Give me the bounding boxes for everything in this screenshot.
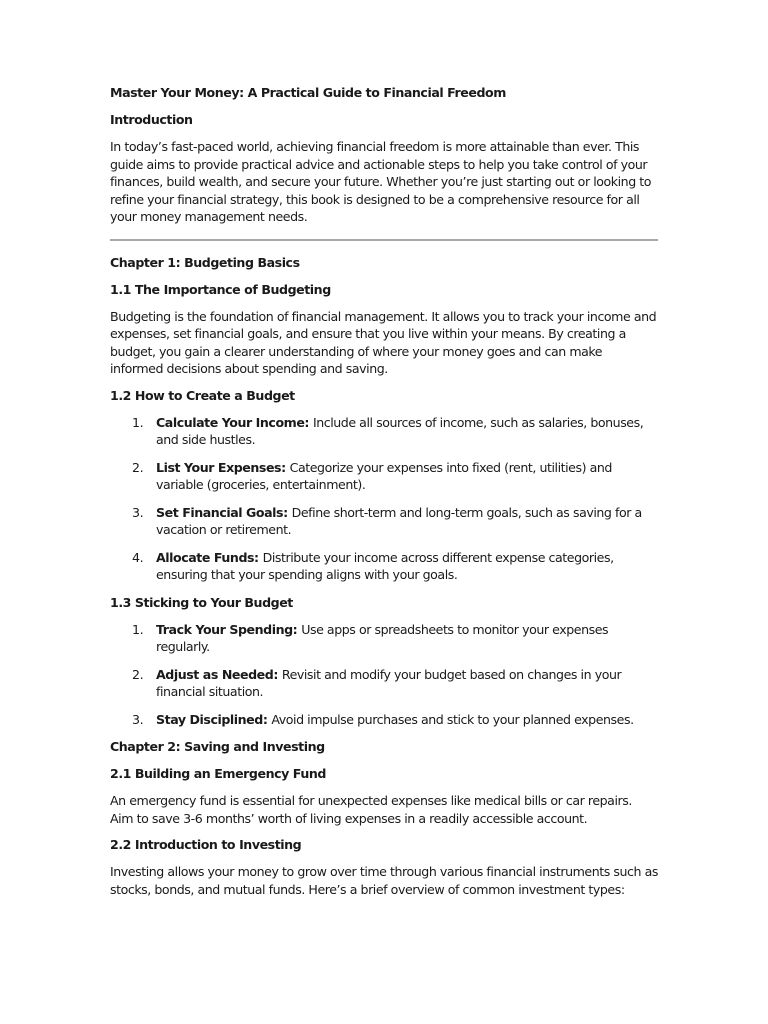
intro-heading: Introduction	[110, 112, 193, 127]
list-term: Calculate Your Income:	[156, 414, 313, 430]
document-title: Master Your Money: A Practical Guide to Financial Freedom	[110, 85, 506, 100]
list-text: Avoid impulse purchases and stick to your planned expenses.	[271, 711, 634, 727]
section-1-2-heading: 1.2 How to Create a Budget	[110, 387, 295, 403]
list-text: Distribute your income across different expense categories, ensuring that your spending aligns with your goals.	[156, 549, 614, 582]
list-number: 1.	[132, 621, 144, 637]
list-number: 1.	[132, 414, 144, 430]
list-term: List Your Expenses:	[156, 459, 290, 475]
chapter-1-heading: Chapter 1: Budgeting Basics	[110, 254, 300, 270]
list-text: Revisit and modify your budget based on changes in your financial situation.	[156, 666, 622, 699]
list-number: 4.	[132, 549, 144, 565]
list-number: 2.	[132, 459, 144, 475]
list-item	[110, 711, 658, 729]
list-term: Allocate Funds:	[156, 549, 263, 565]
list-item	[110, 621, 658, 656]
list-text: Define short-term and long-term goals, such as saving for a vacation or retirement.	[156, 504, 642, 537]
section-divider	[110, 239, 658, 241]
list-text: Use apps or spreadsheets to monitor your expenses regularly.	[156, 621, 609, 654]
list-term: Stay Disciplined:	[156, 711, 272, 727]
list-number: 3.	[132, 711, 144, 727]
section-1-3-heading: 1.3 Sticking to Your Budget	[110, 594, 293, 610]
intro-paragraph: In today’s fast-paced world, achieving financial freedom is more attainable than ever. This guide aims to provide practical advice and actionable steps to help you take control of your finances, build wealth, and secure your future. Whether you’re just starting out or looking to refine your financial strategy, this book is designed to be a comprehensive resource for all your money management needs.	[110, 139, 652, 224]
budget-creation-list	[110, 414, 658, 584]
list-text: Include all sources of income, such as salaries, bonuses, and side hustles.	[156, 414, 644, 447]
list-term: Adjust as Needed:	[156, 666, 282, 682]
section-2-2-paragraph: Investing allows your money to grow over time through various financial instruments such as stocks, bonds, and mutual funds. Here’s a brief overview of common investment types:	[110, 864, 658, 897]
list-item	[110, 504, 658, 539]
section-1-1-heading: 1.1 The Importance of Budgeting	[110, 281, 331, 297]
section-2-2-heading: 2.2 Introduction to Investing	[110, 837, 302, 852]
chapter-2-heading: Chapter 2: Saving and Investing	[110, 739, 325, 754]
list-item	[110, 666, 658, 701]
section-2-1-heading: 2.1 Building an Emergency Fund	[110, 766, 326, 781]
budget-sticking-list	[110, 621, 658, 729]
document-page	[110, 84, 658, 907]
list-term: Track Your Spending:	[156, 621, 302, 637]
list-item	[110, 549, 658, 584]
list-term: Set Financial Goals:	[156, 504, 292, 520]
list-number: 3.	[132, 504, 144, 520]
list-number: 2.	[132, 666, 144, 682]
section-2-1-paragraph: An emergency fund is essential for unexpected expenses like medical bills or car repairs. Aim to save 3-6 months’ worth of living expenses in a readily accessible account.	[110, 793, 632, 826]
section-1-1-paragraph: Budgeting is the foundation of financial management. It allows you to track your income and expenses, set financial goals, and ensure that you live within your means. By creating a budget, you gain a clearer understanding of where your money goes and can make informed decisions about spending and saving.	[110, 308, 657, 376]
list-item	[110, 414, 658, 449]
list-item	[110, 459, 658, 494]
list-text: Categorize your expenses into fixed (rent, utilities) and variable (groceries, entertainment).	[156, 459, 612, 492]
